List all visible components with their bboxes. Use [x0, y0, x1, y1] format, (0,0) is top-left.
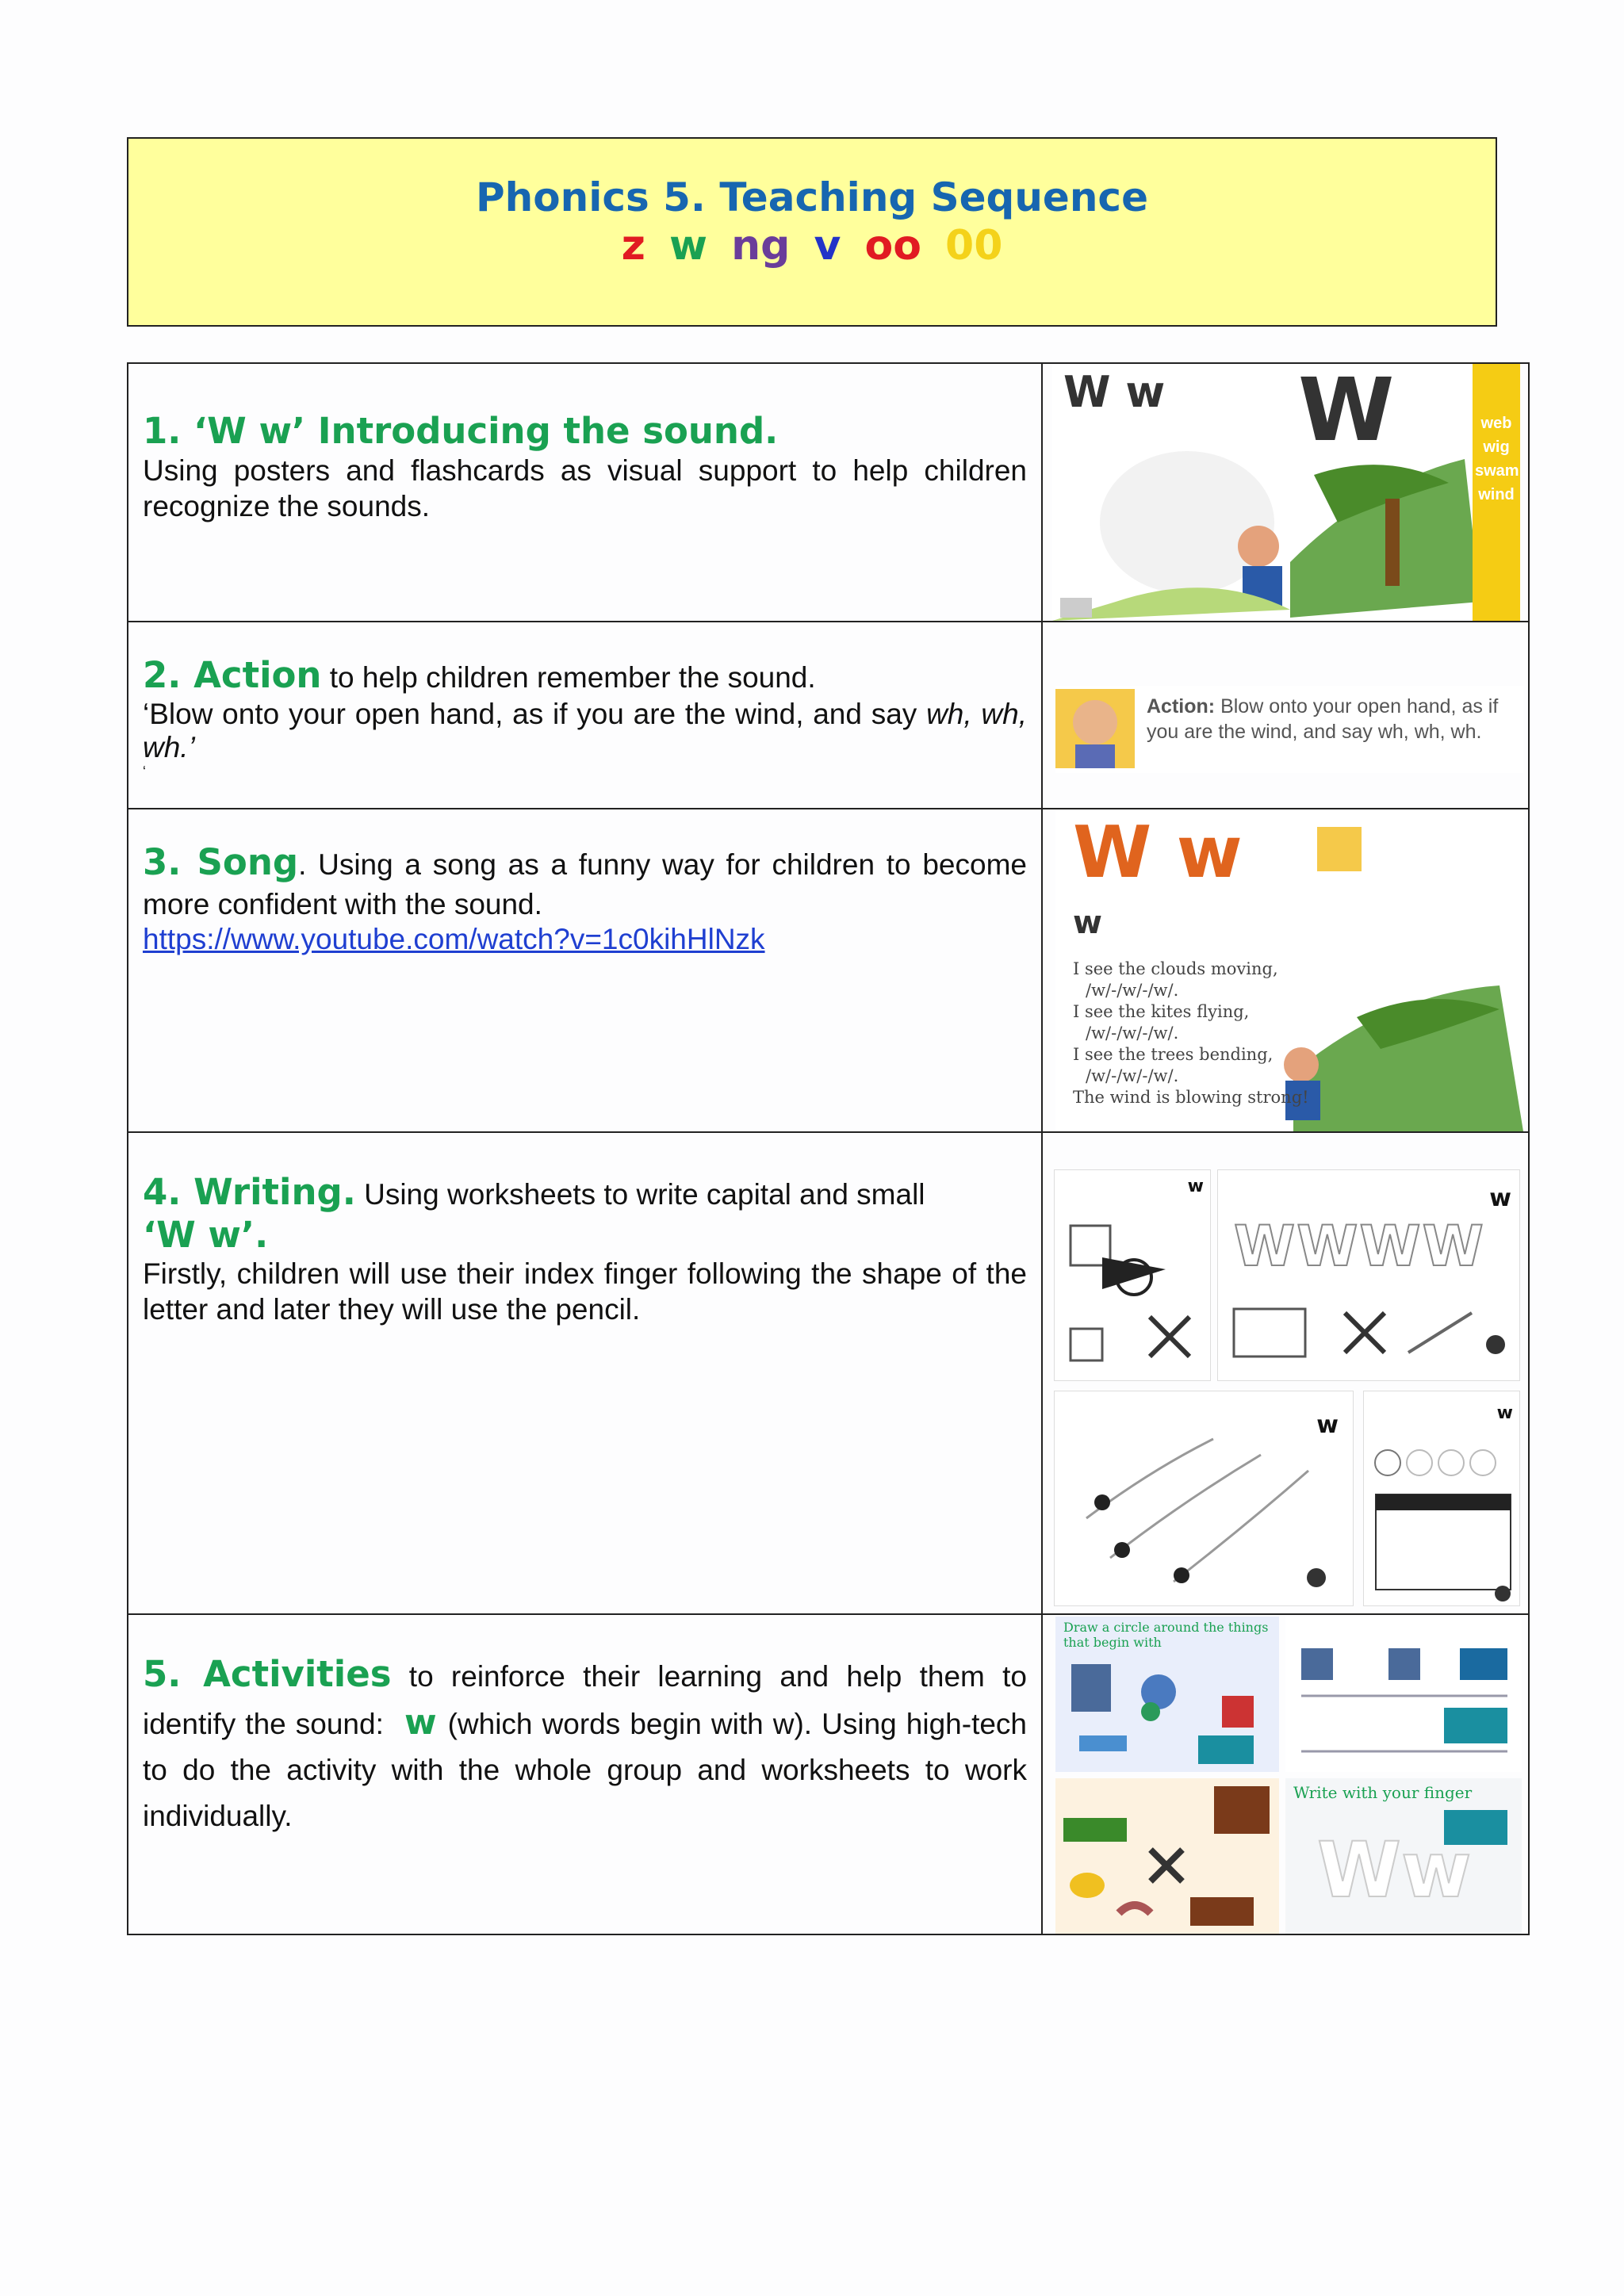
lyric-line: I see the kites flying,: [1073, 1002, 1250, 1021]
lyric-line: /w/-/w/-/w/.: [1086, 1024, 1179, 1043]
header-box: [127, 137, 1497, 327]
step-1-body: Using posters and flashcards as visual support to help children recognize the sounds.: [143, 454, 1027, 522]
sound-z: z: [621, 222, 645, 270]
song-title: W w: [1073, 811, 1243, 894]
sound-00: 00: [945, 222, 1003, 270]
lyric-line: /w/-/w/-/w/.: [1086, 1066, 1179, 1085]
flashcard-image: [1052, 364, 1520, 621]
page-title: Phonics 5. Teaching Sequence: [476, 174, 1148, 220]
worksheet-letter-4: w: [1496, 1403, 1513, 1423]
step-1-image-cell: [1042, 363, 1529, 622]
step-2-image-cell: [1042, 622, 1529, 809]
table-row: [128, 1614, 1529, 1934]
song-lyrics: [1073, 959, 1309, 1108]
step-3-lead: . Using a song as a funny way for children to become more confident with the sound.: [143, 848, 1027, 920]
step-2-text: [128, 622, 1042, 809]
worksheet-circles: [1364, 1391, 1519, 1605]
sound-w: w: [668, 222, 707, 270]
step-4-heading2: ‘W w’.: [143, 1214, 269, 1256]
action-caption: [1147, 694, 1519, 744]
activity-pictures-3: [1055, 1778, 1279, 1934]
step-3-heading: 3. Song: [143, 841, 299, 883]
activity-caption-1: Draw a circle around the things that begin with: [1063, 1620, 1269, 1650]
step-4-lead: Using worksheets to write capital and small: [364, 1178, 925, 1211]
sequence-table: [127, 362, 1530, 1935]
step-2-tail: ‘: [143, 763, 146, 779]
card-word: swam: [1475, 462, 1519, 480]
step-5-lead: to reinforce their learning and help them to identify the sound:: [143, 1660, 1027, 1740]
sound-v: v: [814, 222, 841, 270]
worksheet-thumb-2: [1217, 1169, 1520, 1381]
activity-thumb-1: [1055, 1617, 1279, 1772]
step-5-text: [128, 1614, 1042, 1934]
step-5-body: (which words begin with w). Using high-tech to do the activity with the whole group and worksheets to work individually.: [143, 1708, 1027, 1832]
worksheet-thumb-1: [1054, 1169, 1211, 1381]
worksheet-thumb-3: [1054, 1391, 1354, 1606]
step-3-image-cell: [1042, 809, 1529, 1132]
step-3-text: [128, 809, 1042, 1132]
step-5-heading: 5. Activities: [143, 1653, 392, 1695]
step-4-body: Firstly, children will use their index finger following the shape of the letter and later they will use the pencil.: [143, 1257, 1027, 1326]
activity-writing-lines: [1285, 1617, 1522, 1772]
table-row: [128, 809, 1529, 1132]
lyric-line: The wind is blowing strong!: [1073, 1088, 1309, 1107]
table-row: [128, 363, 1529, 622]
song-small-letter: w: [1073, 905, 1102, 941]
action-child-icon: [1055, 689, 1135, 768]
worksheet-letter-3: w: [1316, 1411, 1339, 1439]
activity-thumb-3: [1055, 1778, 1279, 1934]
worksheet-trace-letters: WWWW: [1234, 1214, 1485, 1279]
worksheet-letter: w: [1187, 1177, 1204, 1196]
step-2-heading: 2. Action: [143, 654, 322, 696]
card-word: web: [1480, 415, 1512, 432]
lyric-line: /w/-/w/-/w/.: [1086, 981, 1179, 1000]
youtube-link[interactable]: https://www.youtube.com/watch?v=1c0kihHlNzk: [143, 923, 765, 955]
step-5-image-cell: [1042, 1614, 1529, 1934]
step-1-text: [128, 363, 1042, 622]
card-letter: W: [1298, 364, 1395, 461]
worksheet-letter-2: w: [1489, 1184, 1511, 1212]
activity-thumb-4: [1285, 1778, 1522, 1934]
card-word-list: [1475, 411, 1518, 507]
worksheet-thumb-4: [1363, 1391, 1520, 1606]
worksheet-trace-lines: [1055, 1391, 1353, 1605]
sound-ng: ng: [731, 222, 791, 270]
step-1-heading: 1. ‘W w’ Introducing the sound.: [143, 410, 779, 452]
step-2-quote-em: wh, wh, wh.’: [143, 698, 1027, 763]
step-4-image-cell: [1042, 1132, 1529, 1614]
card-word: wind: [1478, 486, 1515, 503]
action-label: Action:: [1147, 695, 1216, 718]
worksheet-pictures: [1055, 1170, 1210, 1380]
step-4-heading: 4. Writing.: [143, 1171, 356, 1213]
action-image: [1055, 686, 1523, 773]
step-2-lead: to help children remember the sound.: [329, 661, 816, 694]
sounds-row: [128, 221, 1496, 270]
activity-thumb-2: [1285, 1617, 1522, 1772]
table-row: [128, 622, 1529, 809]
step-5-sound: w: [404, 1702, 437, 1743]
table-row: [128, 1132, 1529, 1614]
card-word: wig: [1483, 438, 1510, 456]
card-big-letters: W w: [1063, 367, 1166, 417]
song-image: [1055, 811, 1523, 1131]
sound-oo: oo: [864, 222, 921, 270]
lyric-line: I see the trees bending,: [1073, 1045, 1274, 1064]
activity-caption-2: Write with your finger: [1293, 1783, 1473, 1802]
activity-trace-letter: Ww: [1317, 1826, 1472, 1915]
step-4-text: [128, 1132, 1042, 1614]
step-2-quote: [143, 698, 1027, 764]
lyric-line: I see the clouds moving,: [1073, 959, 1278, 978]
step-2-quote-text: ‘Blow onto your open hand, as if you are the wind, and say: [143, 698, 927, 730]
action-text: Blow onto your open hand, as if you are the wind, and say wh, wh, wh.: [1147, 695, 1499, 743]
